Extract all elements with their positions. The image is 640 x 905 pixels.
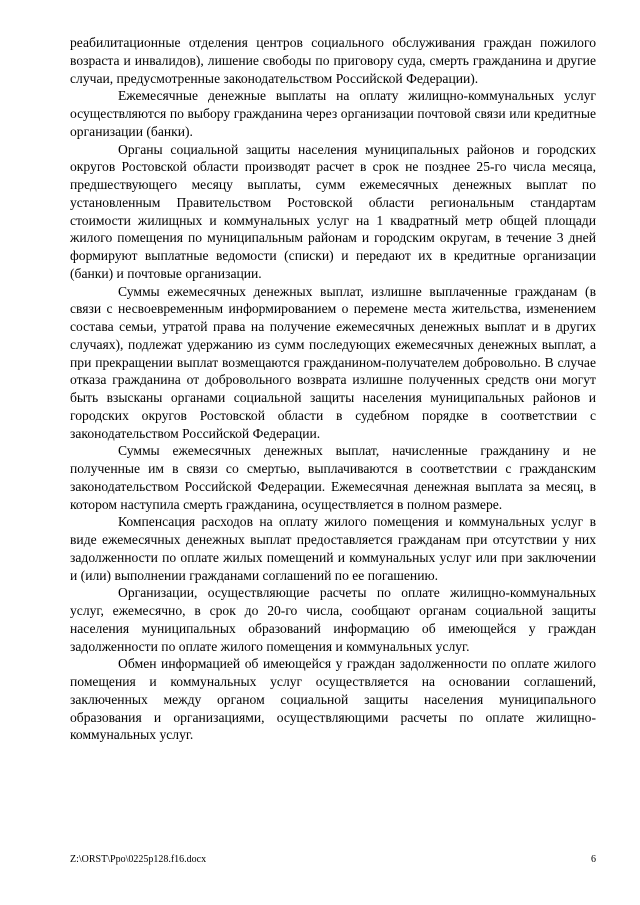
- paragraph-continuation: реабилитационные отделения центров социального обслуживания граждан пожилого возраста и инвалидов), лишение свободы по приговору суда, смерть гражданина и другие случаи, предусмотренные законодательством Российской Федерации).: [70, 35, 596, 86]
- paragraph-death-payments: Суммы ежемесячных денежных выплат, начисленные гражданину и не полученные им в связи со смертью, выплачиваются в соответствии с гражданским законодательством Российской Федерации. Ежемесячная денежная выплата за месяц, в котором наступила смерть гражданина, осуществляется в полном размере.: [70, 443, 596, 512]
- document-body: [70, 34, 596, 744]
- paragraph-debt-condition: Компенсация расходов на оплату жилого помещения и коммунальных услуг в виде ежемесячных денежных выплат предоставляется гражданам при отсутствии у них задолженности по оплате жилых помещений и коммунальных услуг или при заключении и (или) выполнении гражданами соглашений по ее погашению.: [70, 514, 596, 583]
- paragraph-overpayment-recovery: Суммы ежемесячных денежных выплат, излишне выплаченные гражданам (в связи с несвоевременным информированием о перемене места жительства, изменением состава семьи, утратой права на получение ежемесячных денежных выплат и в других случаях), подлежат удержанию из сумм последующих ежемесячных денежных выплат, а при прекращении выплат возмещаются гражданином-получателем добровольно. В случае отказа гражданина от добровольного возврата излишне полученных средств они могут быть взысканы органами социальной защиты населения муниципальных районов и городских округов Ростовской области в судебном порядке в соответствии с законодательством Российской Федерации.: [70, 283, 596, 441]
- paragraph-debt-reporting: Организации, осуществляющие расчеты по оплате жилищно-коммунальных услуг, ежемесячно, в срок до 20-го числа, сообщают органам социальной защиты населения муниципальных образований информацию об имеющейся у граждан задолженности по оплате жилого помещения и коммунальных услуг.: [70, 585, 596, 654]
- paragraph-payment-channels: Ежемесячные денежные выплаты на оплату жилищно-коммунальных услуг осуществляются по выбору гражданина через организации почтовой связи или кредитные организации (банки).: [70, 88, 596, 139]
- footer-file-path: Z:\ORST\Ppo\0225p128.f16.docx: [70, 854, 207, 865]
- paragraph-information-exchange: Обмен информацией об имеющейся у граждан задолженности по оплате жилого помещения и коммунальных услуг осуществляется на основании соглашений, заключенных между органом социальной защиты населения муниципального образования и организациями, осуществляющими расчеты по оплате жилищно-коммунальных услуг.: [70, 656, 596, 743]
- page-number: 6: [591, 854, 596, 865]
- paragraph-calculation-deadline: Органы социальной защиты населения муниципальных районов и городских округов Ростовской области производят расчет в срок не позднее 25-го числа месяца, предшествующего месяцу выплаты, сумм ежемесячных денежных выплат по установленным Правительством Ростовской области региональным стандартам стоимости жилищных и коммунальных услуг на 1 квадратный метр общей площади жилого помещения по муниципальным районам и городским округам, в течение 3 дней формируют выплатные ведомости (списки) и передают их в кредитные организации (банки) и почтовые организации.: [70, 141, 596, 281]
